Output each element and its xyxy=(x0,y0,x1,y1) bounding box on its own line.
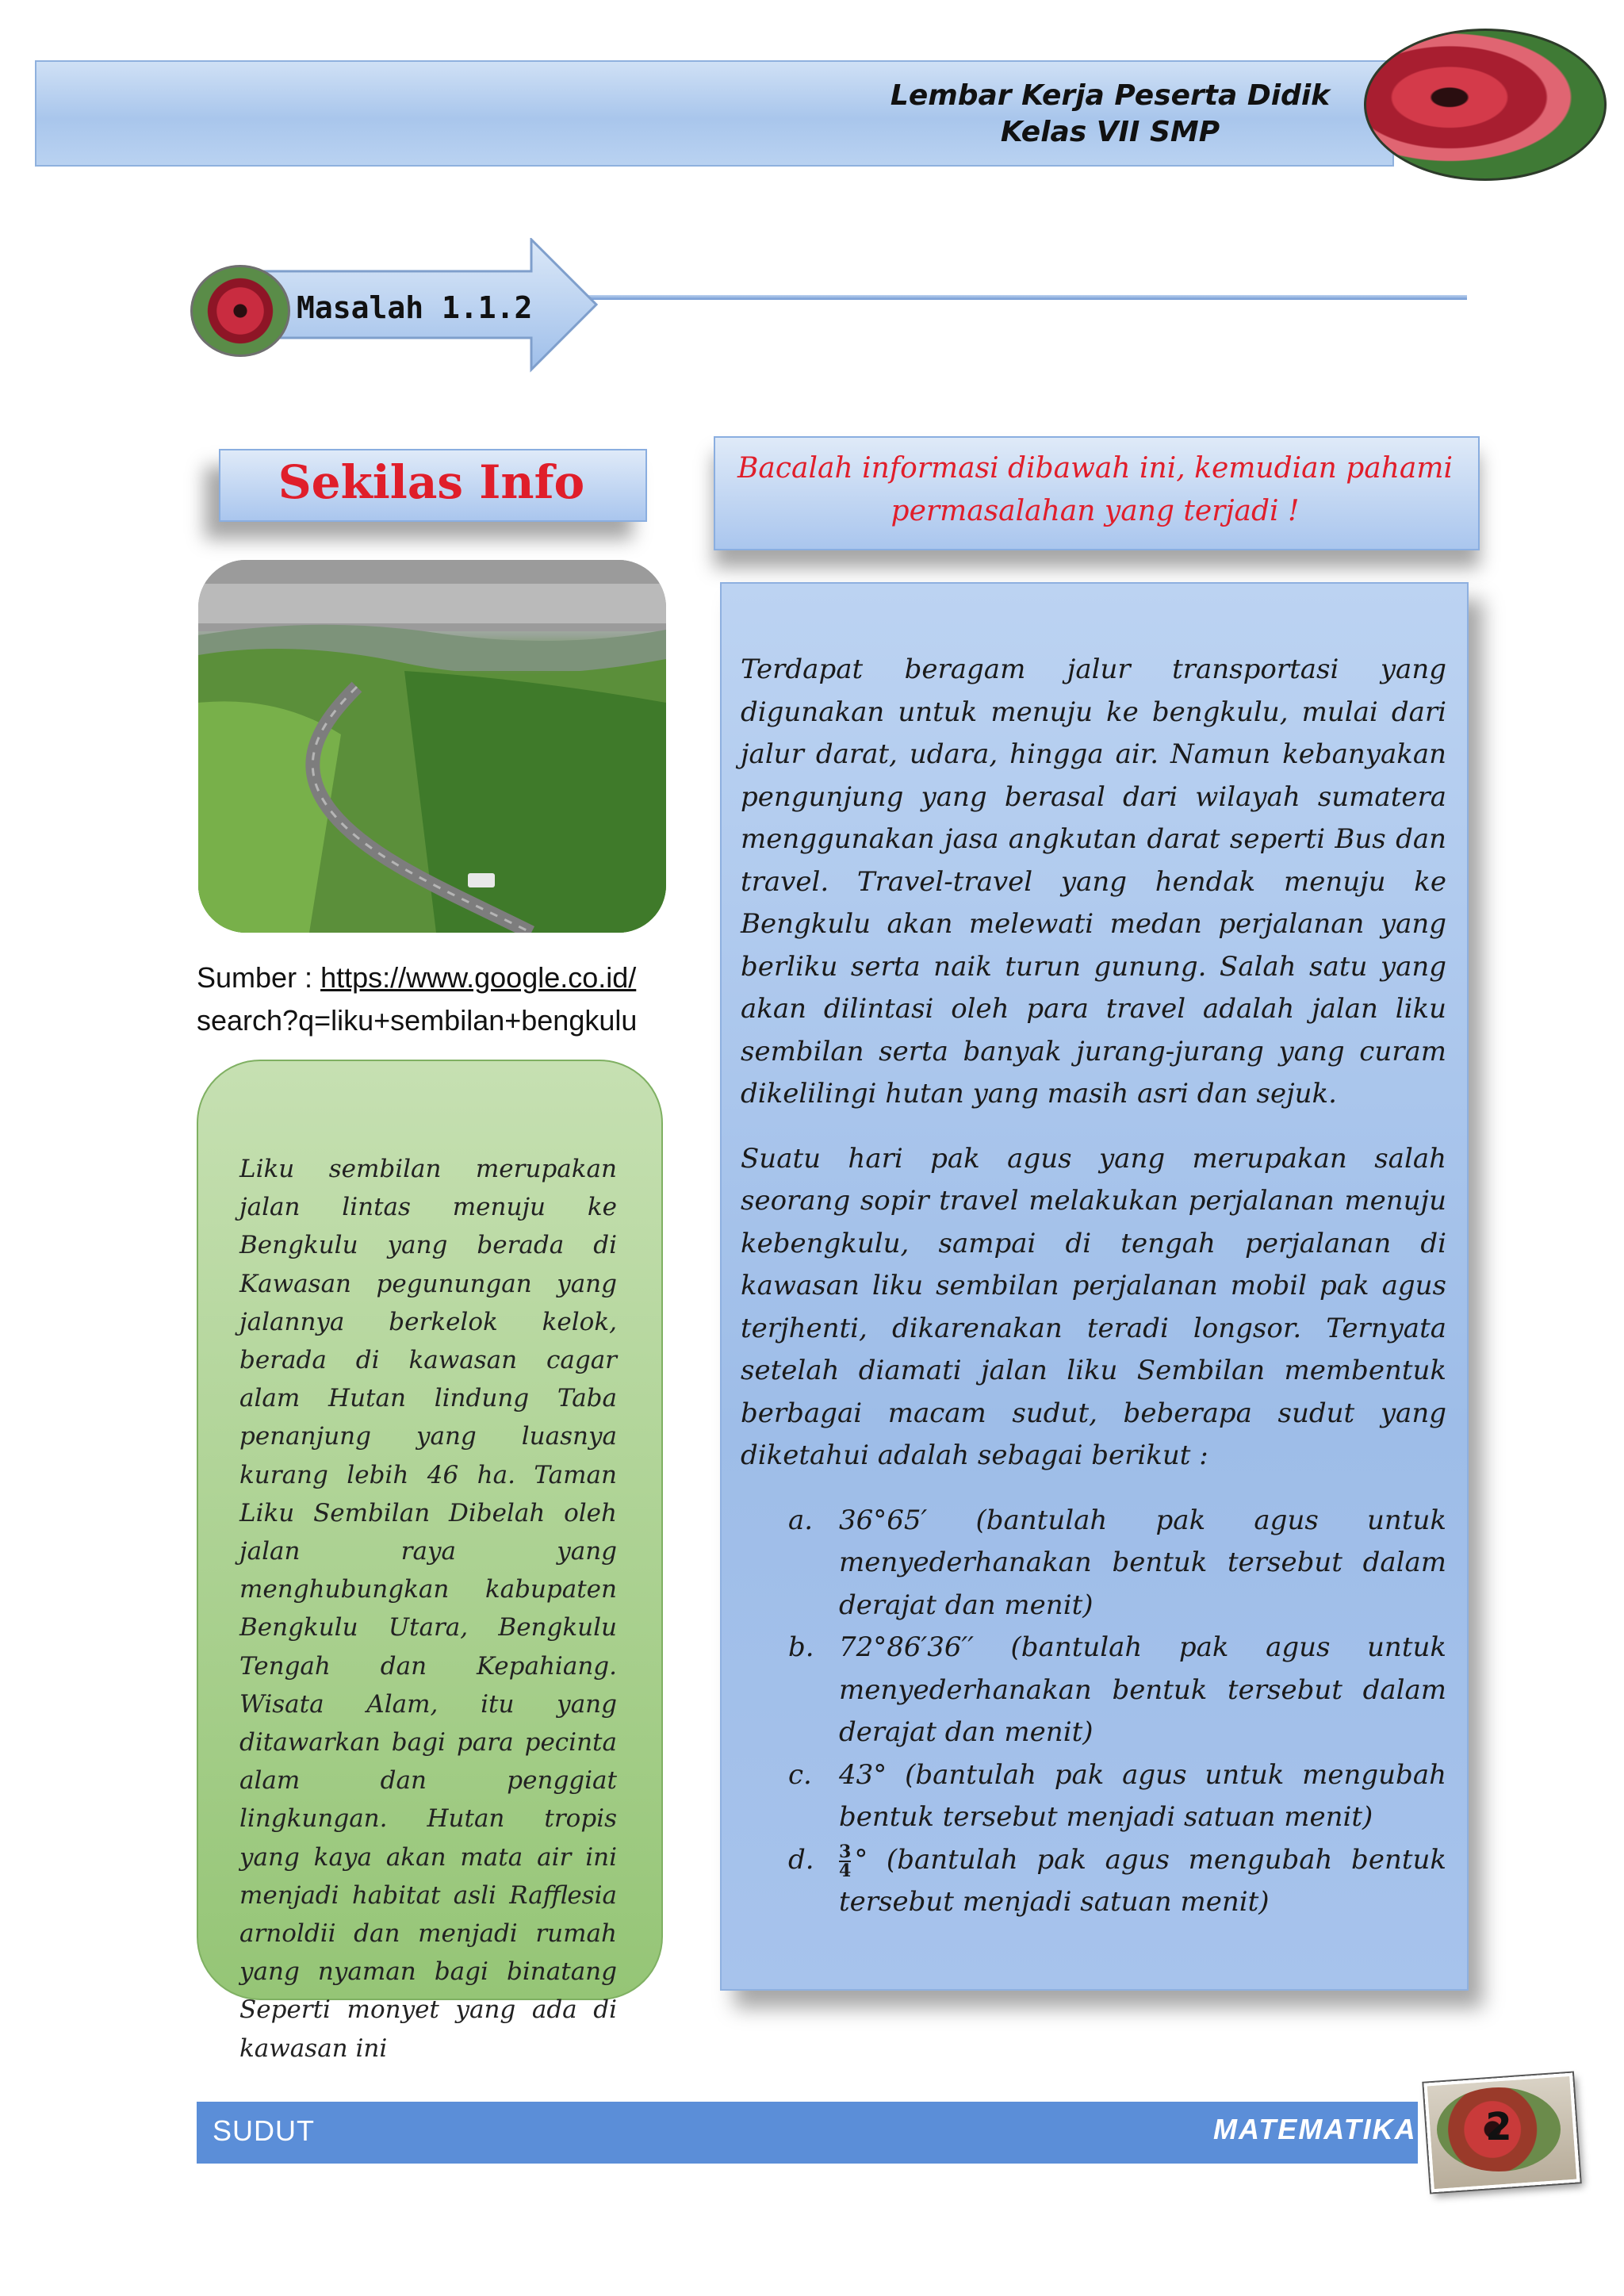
landscape-illustration xyxy=(198,560,666,933)
masalah-label: Masalah 1.1.2 xyxy=(297,290,533,325)
info-box-text: Liku sembilan merupakan jalan lintas menuju ke Bengkulu yang berada di Kawasan pegunungan yang jalannya berkelok kelok, berada di kawasan cagar alam Hutan lindung Taba penanjung yang luasnya kurang lebih 46 ha. Taman Liku Sembilan Dibelah oleh jalan raya yang menghubungkan kabupaten Bengkulu Utara, Bengkulu Tengah dan Kepahiang. Wisata Alam, itu yang ditawarkan bagi para pecinta alam dan penggiat lingkungan. Hutan tropis yang kaya akan mata air ini menjadi habitat asli Rafflesia arnoldii dan menjadi rumah yang nyaman bagi binatang Seperti monyet yang ada di kawasan ini xyxy=(239,1155,617,2063)
fraction-denominator: 4 xyxy=(839,1860,852,1881)
question-item-b xyxy=(741,1627,1446,1754)
fraction-numerator: 3 xyxy=(839,1841,852,1862)
liku-sembilan-photo xyxy=(198,560,666,933)
question-list xyxy=(741,1500,1446,1924)
story-paragraph-2: Suatu hari pak agus yang merupakan salah seorang sopir travel melakukan perjalanan menuju kebengkulu, sampai di tengah perjalanan di kawasan liku sembilan perjalanan mobil pak agus terjhenti, dikarenakan teradi longsor. Ternyata setelah diamati jalan liku Sembilan membentuk berbagai macam sudut, beberapa sudut yang diketahui adalah sebagai berikut : xyxy=(741,1142,1446,1471)
question-item-c xyxy=(741,1754,1446,1839)
question-text: 72°86′36′′ (bantulah pak agus untuk menyederhanakan bentuk tersebut dalam derajat dan menit) xyxy=(839,1631,1446,1748)
fraction-three-quarters xyxy=(839,1843,851,1880)
header-title-line2: Kelas VII SMP xyxy=(1000,116,1220,148)
sekilas-info-title: Sekilas Info xyxy=(278,455,585,509)
instruction-line1: Bacalah informasi dibawah ini, kemudian pahami xyxy=(737,452,1454,485)
photo-source-caption xyxy=(197,956,704,1042)
rafflesia-logo-image xyxy=(1364,29,1607,181)
question-item-a xyxy=(741,1500,1446,1627)
main-story-text xyxy=(741,649,1446,1924)
page-number: 2 xyxy=(1485,2105,1512,2149)
question-label: d. xyxy=(788,1843,814,1876)
masalah-divider-line xyxy=(587,295,1467,300)
source-prefix: Sumber : xyxy=(197,961,321,994)
question-text: 43° (bantulah pak agus untuk mengubah bentuk tersebut menjadi satuan menit) xyxy=(839,1758,1446,1833)
footer-subject: MATEMATIKA xyxy=(1213,2113,1417,2145)
question-text: ° (bantulah pak agus mengubah bentuk tersebut menjadi satuan menit) xyxy=(839,1843,1446,1918)
question-label: c. xyxy=(788,1758,812,1791)
question-text: 36°65′ (bantulah pak agus untuk menyederhanakan bentuk tersebut dalam derajat dan menit) xyxy=(839,1504,1446,1621)
instruction-line2: permasalahan yang terjadi ! xyxy=(891,495,1300,527)
question-label: b. xyxy=(788,1631,814,1663)
instruction-text xyxy=(730,447,1461,533)
header-title xyxy=(872,78,1348,151)
question-item-d xyxy=(741,1839,1446,1924)
question-label: a. xyxy=(788,1504,814,1536)
source-query: search?q=liku+sembilan+bengkulu xyxy=(197,1004,638,1037)
source-url-link[interactable]: https://www.google.co.id/ xyxy=(320,961,637,994)
header-title-line1: Lembar Kerja Peserta Didik xyxy=(890,79,1331,112)
story-paragraph-1: Terdapat beragam jalur transportasi yang digunakan untuk menuju ke bengkulu, mulai dari jalur darat, udara, hingga air. Namun kebanyakan pengunjung yang berasal dari wilayah sumatera menggunakan jasa angkutan darat seperti Bus dan travel. Travel-travel yang hendak menuju ke Bengkulu akan melewati medan perjalanan yang berliku serta naik turun gunung. Salah satu yang akan dilintasi oleh para travel adalah jalan liku sembilan serta banyak jurang-jurang yang curam dikelilingi hutan yang masih asri dan sejuk. xyxy=(741,654,1446,1110)
footer-topic: SUDUT xyxy=(213,2114,315,2147)
rafflesia-circle-icon xyxy=(190,265,290,357)
